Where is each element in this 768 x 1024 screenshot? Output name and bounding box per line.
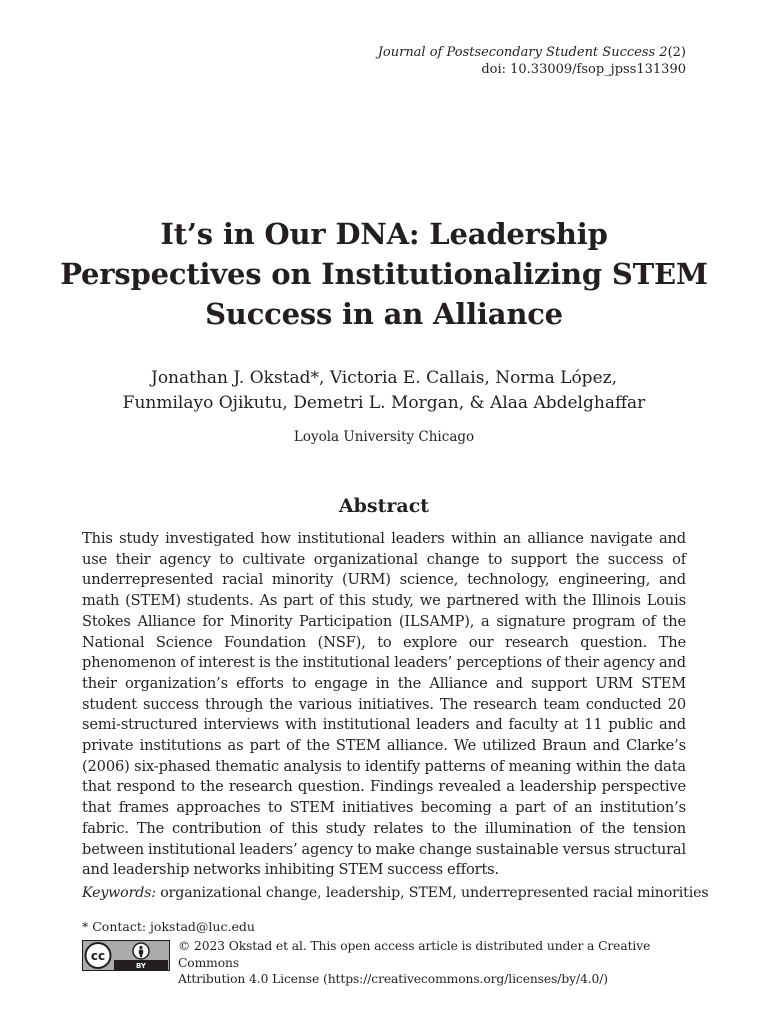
keywords-values: organizational change, leadership, STEM, underrepresented racial minorities [160,885,709,901]
cc-logo-icon [86,943,111,968]
doi: doi: 10.33009/fsop_jpss131390 [481,62,686,77]
journal-issue: (2) [667,45,686,60]
abstract-body: This study investigated how institutional leaders within an alliance navigate and use their agency to cultivate organizational change to support the success of underrepresented racial minority (URM) science, technology, engineering, and math (STEM) students. As part of this study, we partnered with the Illinois Louis Stokes Alliance for Minority Participation (ILSAMP), a signature program of the National Science Foundation (NSF), to explore our research question. The phenomenon of interest is the institutional leaders’ perceptions of their agency and their organization’s efforts to engage in the Alliance and support URM STEM student success through the various initiatives. The research team conducted 20 semi-structured interviews with institutional leaders and faculty at 11 public and private institutions as part of the STEM alliance. We utilized Braun and Clarke’s (2006) six-phased thematic analysis to identify patterns of meaning within the data that respond to the research question. Findings revealed a leadership perspective that frames approaches to STEM initiatives becoming a part of an institution’s fabric. The contribution of this study relates to the illumination of the tension between institutional leaders’ agency to make change sustainable versus structural and leadership networks inhibiting STEM success efforts. [82,530,686,879]
affiliation: Loyola University Chicago [293,429,475,445]
license-line-1: © 2023 Okstad et al. This open access article is distributed under a Creative Commons [178,939,651,970]
by-label: BY [135,962,147,970]
journal-header [378,44,686,78]
author-list [60,366,708,416]
article-title: It’s in Our DNA: Leadership Perspectives on Institutionalizing STEM Success in an Alliance [60,217,708,331]
keywords [82,883,709,903]
cc-logo-text: cc [90,949,106,963]
cc-by-license-badge[interactable] [82,940,170,971]
journal-name: Journal of Postsecondary Student Success 2 [377,45,668,60]
authors-line-1: Jonathan J. Okstad*, Victoria E. Callais, Norma López, [151,368,617,388]
license-line-2: Attribution 4.0 License (https://creativecommons.org/licenses/by/4.0/) [178,972,608,986]
authors-line-2: Funmilayo Ojikutu, Demetri L. Morgan, & Alaa Abdelghaffar [122,393,646,413]
cc-by-badge-graphic [83,941,169,970]
journal-citation [378,44,686,61]
keywords-label: Keywords: [82,885,156,901]
contact-footnote: * Contact: jokstad@luc.edu [82,919,255,934]
attribution-person-icon [133,943,149,959]
abstract-heading: Abstract [338,495,430,517]
license-statement [178,938,688,988]
